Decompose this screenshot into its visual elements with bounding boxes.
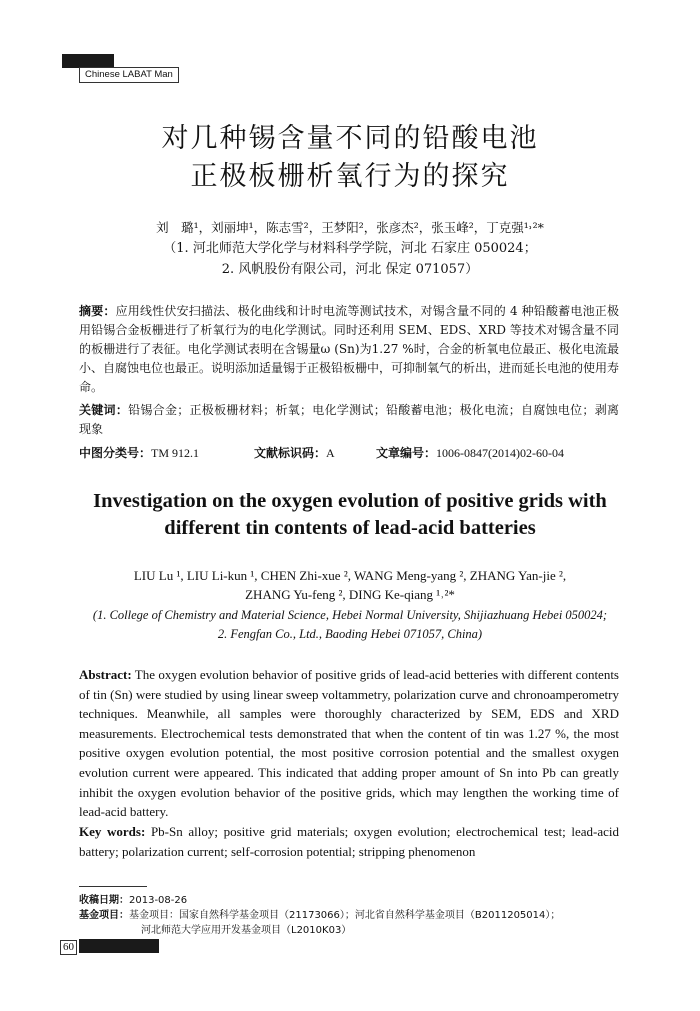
doc-code-label: 文献标识码： [254,446,327,460]
en-affiliation-line2: 2. Fengfan Co., Ltd., Baoding Hebei 071057, China) [217,627,483,641]
en-affiliation-line1: (1. College of Chemistry and Material Science, Hebei Normal University, Shijiazhuang Hebei 050024; [92,608,608,622]
clc-field [79,444,199,461]
cn-abstract-text: 应用线性伏安扫描法、极化曲线和计时电流等测试技术，对锡含量不同的 4 种铅酸蓄电池正极用铅锡合金板栅进行了析氧行为的电化学测试。同时还利用 SEM、EDS、XRD 等技术对锡含量不同的板栅进行了表征。电化学测试表明在含锡量ω (Sn)为1.27 %时，合金的析氧电位最正、极化电流最小、自腐蚀电位也最正。说明添加适量锡于正极铅板栅中，可抑制氧气的析出，进而延长电池的使用寿命。 [79,304,620,394]
en-title-line1: Investigation on the oxygen evolution of positive grids with [93,490,607,512]
en-abstract [79,665,619,822]
clc-label: 中图分类号： [79,446,152,460]
en-authors-line1: LIU Lu ¹, LIU Li-kun ¹, CHEN Zhi-xue ², WANG Meng-yang ², ZHANG Yan-jie ², [133,568,567,583]
received-date [79,894,187,908]
received-label: 收稿日期： [79,895,129,906]
en-authors-line2: ZHANG Yu-feng ², DING Ke-qiang ¹˒²* [245,587,455,602]
article-no-field [376,444,564,461]
cn-keywords-text: 铅锡合金；正极板栅材料；析氧；电化学测试；铅酸蓄电池；极化电流；自腐蚀电位；剥离现象 [79,403,619,436]
en-keywords [79,822,619,861]
page-number: 60 [60,940,77,955]
fund-label: 基金项目： [79,910,129,921]
cn-title-line2: 正极板栅析氧行为的探究 [190,161,510,192]
fund-text-line1: 基金项目：国家自然科学基金项目（21173066）；河北省自然科学基金项目（B2011205014）； [129,910,561,921]
doc-code-value: A [326,446,335,460]
doc-code-field [254,444,335,461]
en-keywords-text: Pb-Sn alloy; positive grid materials; oxygen evolution; electrochemical test; lead-acid battery; polarization current; self-corrosion potential; stripping phenomenon [79,824,619,859]
cn-title-line1: 对几种锡含量不同的铅酸电池 [161,123,539,154]
cn-abstract-label: 摘要： [79,304,116,318]
fund-line1 [79,909,560,923]
journal-label: Chinese LABAT Man [79,67,179,83]
en-abstract-text: The oxygen evolution behavior of positive grids of lead-acid betteries with different contents of tin (Sn) were studied by using linear sweep voltammetry, polarization curve and chronoamperometry techniques. Meanwhile, all samples were thoroughly characterized by SEM, EDS and XRD measurements. Electrochemical tests demonstrated that when the content of tin was 1.27 %, the most positive oxygen evolution potential, the most positive corrosion potential and the smallest oxygen evolution current were appeared. This indicated that adding proper amount of Sn into Pb can greatly inhibit the oxygen evolution behavior of the positive grids, which may lengthen the working time of lead-acid battery. [79,667,619,820]
fund-line2: 河北师范大学应用开发基金项目（L2010K03） [141,925,352,936]
header-ink-block [62,54,114,68]
en-keywords-label: Key words: [79,824,146,839]
footnote-divider [79,886,147,887]
cn-authors: 刘 璐¹，刘丽坤¹，陈志雪²，王梦阳²，张彦杰²，张玉峰²，丁克强¹˒²* [156,220,544,235]
cn-keywords-label: 关键词： [79,403,129,417]
cn-affiliation-line1: （1. 河北师范大学化学与材料科学学院，河北 石家庄 050024； [163,241,537,256]
cn-abstract [79,302,619,397]
article-no-value: 1006-0847(2014)02-60-04 [436,446,564,460]
cn-affiliation-line2: 2. 风帆股份有限公司，河北 保定 071057） [221,262,479,277]
en-abstract-label: Abstract: [79,667,132,682]
received-value: 2013-08-26 [129,895,188,906]
en-title-line2: different tin contents of lead-acid batteries [164,517,536,539]
cn-keywords [79,401,619,439]
article-no-label: 文章编号： [376,446,437,460]
footer-ink-block [79,939,159,953]
clc-value: TM 912.1 [151,446,200,460]
